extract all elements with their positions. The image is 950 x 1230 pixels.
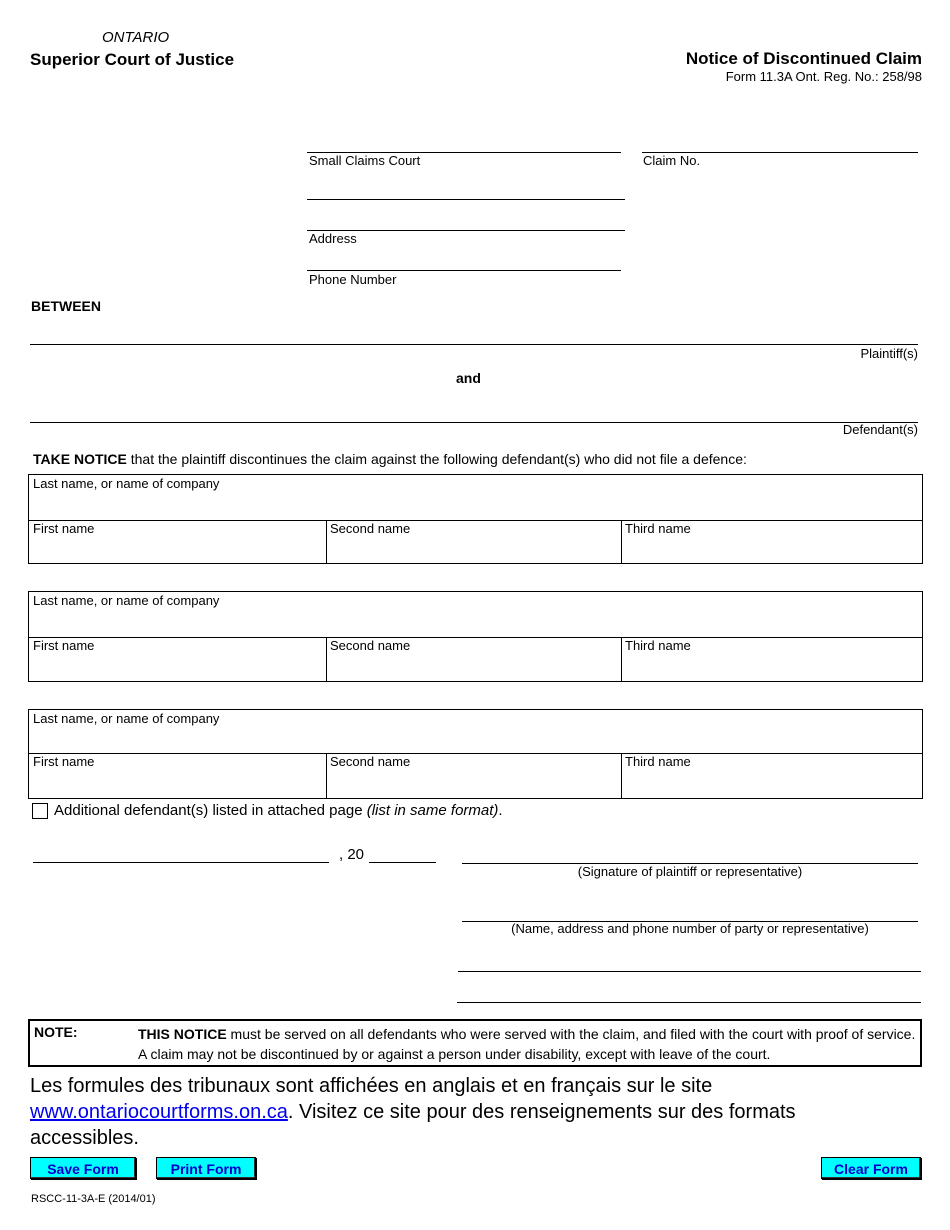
small-claims-court-label: Small Claims Court xyxy=(309,153,421,168)
province-label: ONTARIO xyxy=(102,29,170,46)
name-address-line-2[interactable] xyxy=(458,971,921,972)
take-notice-text xyxy=(33,451,747,467)
defendant-field[interactable] xyxy=(30,422,918,423)
additional-end: . xyxy=(498,802,503,819)
additional-text: Additional defendant(s) listed in attached page xyxy=(54,802,367,819)
phone-number-field[interactable] xyxy=(307,270,621,271)
note-label: NOTE: xyxy=(34,1024,78,1040)
defendant-block-1 xyxy=(28,474,923,564)
and-label: and xyxy=(456,370,481,386)
defendant-label: Defendant(s) xyxy=(842,422,918,437)
name-address-label: (Name, address and phone number of party or representative) xyxy=(511,921,869,936)
defendant-block-2 xyxy=(28,591,923,682)
french-notice xyxy=(30,1073,910,1151)
first-name-label[interactable]: First name xyxy=(33,638,95,653)
print-form-button[interactable]: Print Form xyxy=(156,1157,256,1179)
additional-italic: (list in same format) xyxy=(366,802,499,819)
first-name-label[interactable]: First name xyxy=(33,754,95,769)
note-box xyxy=(28,1019,922,1067)
signature-label: (Signature of plaintiff or representative) xyxy=(577,864,803,879)
note-text xyxy=(138,1024,918,1064)
last-name-label[interactable]: Last name, or name of company xyxy=(33,711,220,726)
first-name-label[interactable]: First name xyxy=(33,521,95,536)
last-name-label[interactable]: Last name, or name of company xyxy=(33,593,220,608)
date-field[interactable] xyxy=(33,862,329,863)
form-number: Form 11.3A Ont. Reg. No.: 258/98 xyxy=(725,69,922,84)
second-name-label[interactable]: Second name xyxy=(330,754,411,769)
take-notice-bold: TAKE NOTICE xyxy=(33,451,127,467)
take-notice-body: that the plaintiff discontinues the claim against the following defendant(s) who did not file a defence: xyxy=(126,451,747,467)
plaintiff-label: Plaintiff(s) xyxy=(860,346,918,361)
plaintiff-field[interactable] xyxy=(30,344,918,345)
note-body: must be served on all defendants who were served with the claim, and filed with the court with proof of service. A claim may not be discontinued by or against a person under disability, except with leave of the court. xyxy=(138,1026,916,1062)
second-name-label[interactable]: Second name xyxy=(330,638,411,653)
french-line-2: . Visitez ce site pour des renseignements sur des formats accessibles. xyxy=(30,1101,796,1149)
address-line-1-field[interactable] xyxy=(307,199,625,200)
additional-defendants-checkbox[interactable] xyxy=(32,803,48,819)
year-field[interactable] xyxy=(369,862,436,863)
third-name-label[interactable]: Third name xyxy=(625,638,691,653)
french-line-1: Les formules des tribunaux sont affichées en anglais et en français sur le site xyxy=(30,1075,713,1097)
claim-number-label: Claim No. xyxy=(643,153,701,168)
last-name-label[interactable]: Last name, or name of company xyxy=(33,476,220,491)
second-name-label[interactable]: Second name xyxy=(330,521,411,536)
third-name-label[interactable]: Third name xyxy=(625,754,691,769)
ontario-court-forms-link[interactable]: www.ontariocourtforms.on.ca xyxy=(30,1101,288,1123)
between-label: BETWEEN xyxy=(31,298,101,314)
form-code: RSCC-11-3A-E (2014/01) xyxy=(31,1193,156,1205)
third-name-label[interactable]: Third name xyxy=(625,521,691,536)
year-prefix: , 20 xyxy=(339,846,365,863)
name-address-line-3[interactable] xyxy=(457,1002,921,1003)
note-bold: THIS NOTICE xyxy=(138,1026,227,1042)
phone-number-label: Phone Number xyxy=(309,272,397,287)
save-form-button[interactable]: Save Form xyxy=(30,1157,136,1179)
form-title: Notice of Discontinued Claim xyxy=(685,49,922,68)
defendant-block-3 xyxy=(28,709,923,799)
address-label: Address xyxy=(309,231,357,246)
additional-defendants-label xyxy=(54,802,503,819)
clear-form-button[interactable]: Clear Form xyxy=(821,1157,921,1179)
court-name: Superior Court of Justice xyxy=(30,50,235,69)
